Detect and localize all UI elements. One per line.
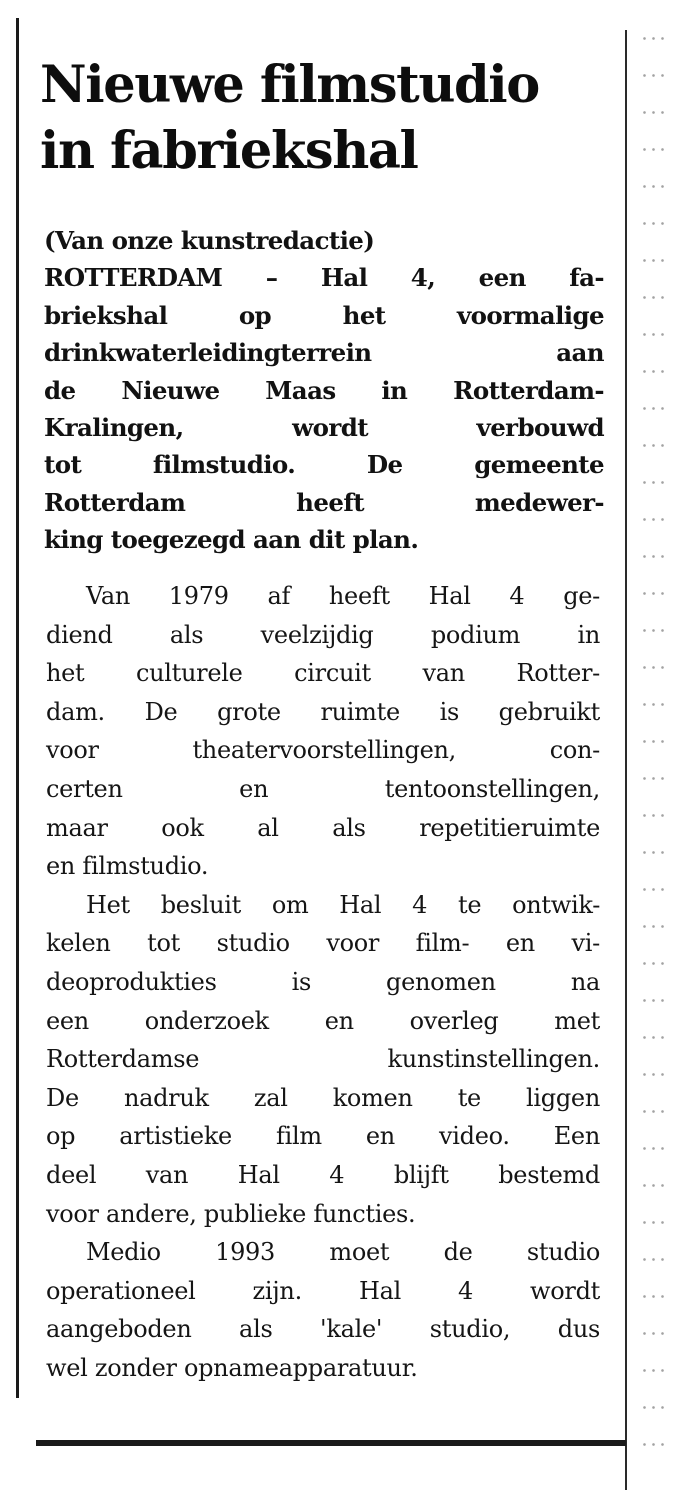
lead-line: ROTTERDAM – Hal 4, een fa- [44,263,604,293]
body-line: een onderzoek en overleg met [46,1006,600,1035]
body-line: wel zonder opnameapparatuur. [46,1353,418,1382]
body-line: operationeel zijn. Hal 4 wordt [46,1276,600,1305]
headline [40,52,600,184]
lead-line: drinkwaterleidingterrein aan [44,338,604,368]
lead-line: briekshal op het voormalige [44,300,604,330]
lead-line: Rotterdam heeft medewer- [44,487,604,517]
article-body [46,577,600,1387]
lead-paragraph [44,222,604,559]
body-line: het culturele circuit van Rotter- [46,659,600,688]
body-line: op artistieke film en video. Een [46,1122,600,1151]
body-line: maar ook al als repetitieruimte [46,813,600,842]
body-line: certen en tentoonstellingen, [46,774,600,803]
body-line: Rotterdamse kunstinstellingen. [46,1045,600,1074]
body-line: diend als veelzijdig podium in [46,620,600,649]
body-line: deel van Hal 4 blijft bestemd [46,1160,600,1189]
body-line: voor theatervoorstellingen, con- [46,736,600,765]
body-line: kelen tot studio voor film- en vi- [46,929,600,958]
body-line: dam. De grote ruimte is gebruikt [46,697,600,726]
body-line: De nadruk zal komen te liggen [46,1083,600,1112]
lead-line: Kralingen, wordt verbouwd [44,413,604,443]
lead-line: king toegezegd aan dit plan. [44,525,419,555]
body-line: en filmstudio. [46,852,209,881]
lead-line: de Nieuwe Maas in Rotterdam- [44,375,604,405]
body-line: Het besluit om Hal 4 te ontwik- [86,890,600,919]
headline-line: Nieuwe filmstudio [40,55,539,115]
body-line: aangeboden als 'kale' studio, dus [46,1315,600,1344]
bottom-rule [36,1440,626,1446]
body-line: deoprodukties is genomen na [46,967,600,996]
body-line: voor andere, publieke functies. [46,1199,416,1228]
scan-noise [640,20,666,1480]
right-column-rule [625,30,627,1490]
byline: (Van onze kunstredactie) [44,226,375,255]
body-line: Van 1979 af heeft Hal 4 ge- [86,582,600,610]
lead-line: tot filmstudio. De gemeente [44,450,604,480]
body-line: Medio 1993 moet de studio [86,1238,600,1267]
left-column-rule [16,18,19,1398]
headline-line: in fabriekshal [40,121,418,181]
